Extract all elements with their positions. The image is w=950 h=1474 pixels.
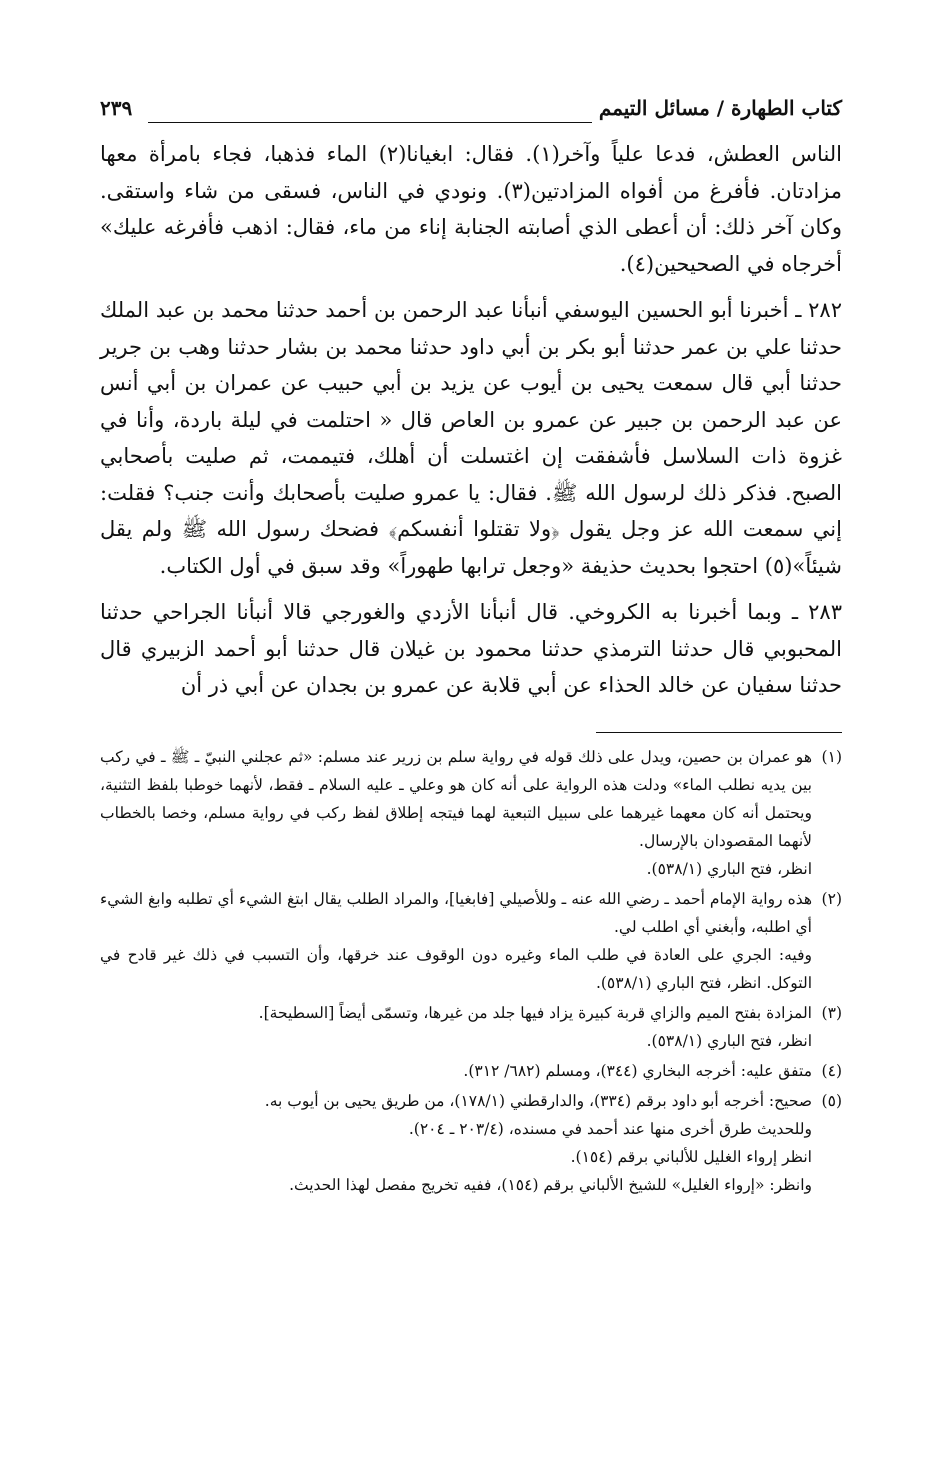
page-number: ٢٣٩ (100, 96, 133, 120)
book-page (100, 96, 842, 1201)
footnote-number: (١) (821, 747, 842, 766)
footnote-2 (100, 885, 842, 997)
running-title: كتاب الطهارة / مسائل التيمم (598, 96, 842, 120)
footnote-number: (٢) (821, 889, 842, 908)
footnote-3 (100, 999, 842, 1055)
footnote-5 (100, 1087, 842, 1199)
footnote-1 (100, 743, 842, 883)
footnote-line: وللحديث طرق أخرى منها عند أحمد في مسنده، (٢٠٣/٤ ـ ٢٠٤). (408, 1119, 812, 1138)
footnote-line: صحيح: أخرجه أبو داود برقم (٣٣٤)، والدارقطني (١٧٨/١)، من طريق يحيى بن أيوب به. (264, 1091, 812, 1110)
footnote-line: انظر، فتح الباري (٥٣٨/١). (646, 1031, 812, 1050)
footnote-number: (٤) (821, 1061, 842, 1080)
footnote-line: هذه رواية الإمام أحمد ـ رضي الله عنه ـ وللأصيلي [فابغيا]، والمراد الطلب يقال ابتغ الشيء أي تطلبه وابغ الشيء أي اطلبه، وأبغني أي اطلب لي. (100, 889, 812, 936)
footnote-number: (٣) (821, 1003, 842, 1022)
footnotes (100, 743, 842, 1199)
header-rule (148, 122, 592, 123)
paragraph-hadith-283: ٢٨٣ ـ وبما أخبرنا به الكروخي. قال أنبأنا الأزدي والغورجي قالا أنبأنا الجراحي حدثنا المحبوبي قال حدثنا الترمذي حدثنا محمود بن غيلان قال حدثنا أبو أحمد الزبيري قال حدثنا سفيان عن خالد الحذاء عن أبي قلابة عن عمرو بن بجدان عن أبي ذر أن (100, 600, 842, 697)
paragraph-hadith-continuation: الناس العطش، فدعا علياً وآخر(١). فقال: ابغيانا(٢) الماء فذهبا، فجاء بامرأة معها مزادتان. فأفرغ من أفواه المزادتين(٣). ونودي في الناس، فسقى من شاء واستقى. وكان آخر ذلك: أن أعطى الذي أصابته الجنابة إناء من ماء، فقال: اذهب فأفرغه عليك» أخرجاه في الصحيحين(٤). (100, 142, 843, 276)
paragraph-hadith-282: ٢٨٢ ـ أخبرنا أبو الحسين اليوسفي أنبأنا عبد الرحمن بن أحمد حدثنا محمد بن عبد الملك حدثنا علي بن عمر حدثنا أبو بكر بن أبي داود حدثنا محمد بن بشار حدثنا وهب بن جرير حدثنا أبي قال سمعت يحيى بن أيوب عن يزيد بن أبي حبيب عن عمران بن أبي أنس عن عبد الرحمن بن جبير عن عمرو بن العاص قال « احتلمت في ليلة باردة، وأنا في غزوة ذات السلاسل فأشفقت إن اغتسلت أن أهلك، فتيممت، ثم صليت بأصحابي الصبح. فذكر ذلك لرسول الله ﷺ. فقال: يا عمرو صليت بأصحابك وأنت جنب؟ فقلت: إني سمعت الله عز وجل يقول ﴿ولا تقتلوا أنفسكم﴾ فضحك رسول الله ﷺ ولم يقل شيئاً»(٥) احتجوا بحديث حذيفة «وجعل ترابها طهوراً» وقد سبق في أول الكتاب. (100, 298, 842, 578)
footnote-line: انظر إرواء الغليل للألباني برقم (١٥٤). (570, 1147, 812, 1166)
footnote-number: (٥) (821, 1091, 842, 1110)
footnote-line: وفيه: الجري على العادة في طلب الماء وغيره دون الوقوف عند خرقها، وأن التسبب في ذلك غير قادح في التوكل. انظر، فتح الباري (٥٣٨/١). (100, 945, 812, 992)
footnote-line: هو عمران بن حصين، ويدل على ذلك قوله في رواية سلم بن زرير عند مسلم: «ثم عجلني النبيّ ـ ﷺ ـ في ركب بين يديه نطلب الماء» ودلت هذه الرواية على أنه كان هو وعلي ـ عليه السلام ـ فقط، لأنهما خوطبا بلفظ التثنية، ويحتمل أنه كان معهما غيرهما على سبيل التبعية لهما فيتجه إطلاق لفظ ركب في رواية مسلم، وخصا بالخطاب لأنهما المقصودان بالإرسال. (100, 747, 812, 850)
footnote-line: وانظر: «إرواء الغليل» للشيخ الألباني برقم (١٥٤)، ففيه تخريج مفصل لهذا الحديث. (289, 1175, 812, 1194)
footnote-line: المزادة بفتح الميم والزاي قربة كبيرة يزاد فيها جلد من غيرها، وتسمّى أيضاً [السطيحة]. (258, 1003, 812, 1022)
footnote-line: متفق عليه: أخرجه البخاري (٣٤٤)، ومسلم (٦٨٢/ ٣١٢). (463, 1061, 812, 1080)
main-text (100, 136, 842, 704)
footnote-line: انظر، فتح الباري (٥٣٨/١). (646, 859, 812, 878)
footnote-4 (100, 1057, 842, 1085)
footnote-separator (596, 732, 842, 733)
page-header (100, 96, 842, 136)
